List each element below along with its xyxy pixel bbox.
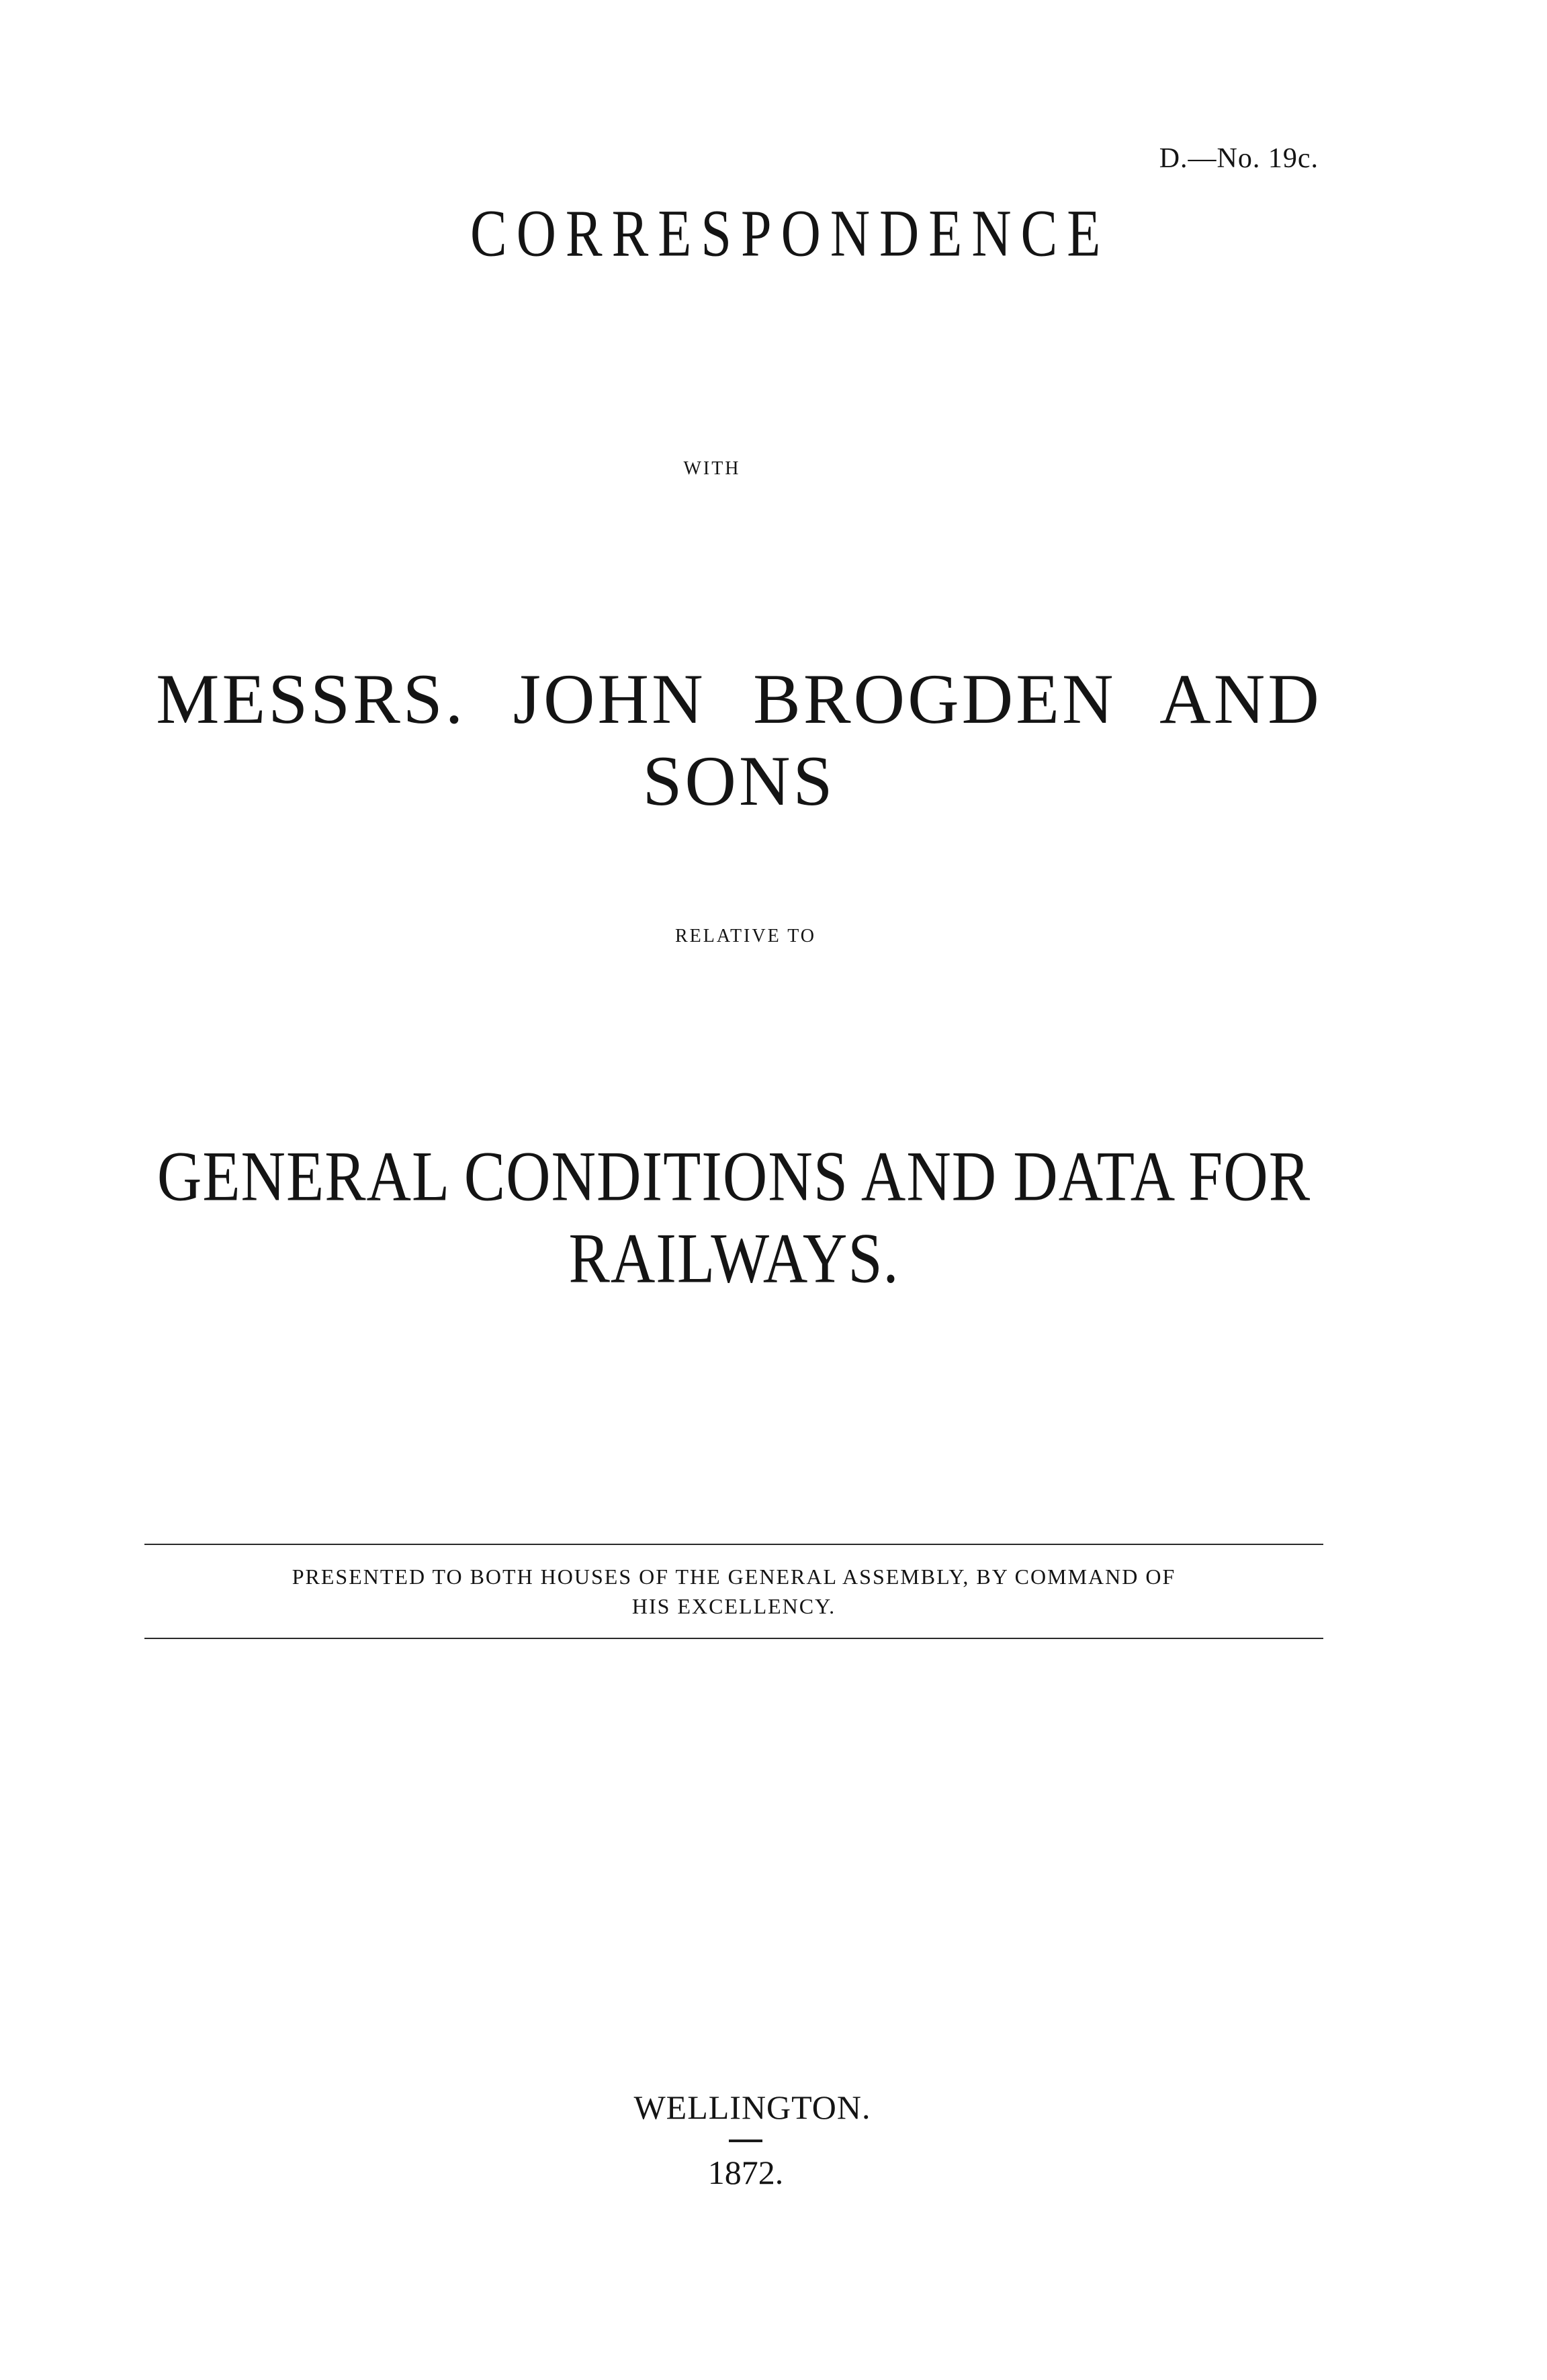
imprint-place: WELLINGTON. [633,2088,871,2126]
bottom-rule [144,1638,1323,1639]
paper-reference: D.—No. 19c. [1159,143,1319,174]
imprint-divider [729,2140,762,2142]
title-parties: MESSRS. JOHN BROGDEN AND SONS [156,660,1322,820]
title-subject: GENERAL CONDITIONS AND DATA FOR RAILWAYS. [157,1137,1311,1298]
imprint-year: 1872. [707,2154,784,2191]
presentation-line-2: HIS EXCELLENCY. [631,1594,836,1618]
connector-with: WITH [683,458,741,479]
top-rule [144,1544,1323,1545]
presentation-statement [144,1562,1323,1621]
connector-relative-to: RELATIVE TO [674,926,817,946]
title-correspondence: CORRESPONDENCE [470,195,1110,271]
presentation-line-1: PRESENTED TO BOTH HOUSES OF THE GENERAL ASSEMBLY, BY COMMAND OF [292,1564,1176,1589]
